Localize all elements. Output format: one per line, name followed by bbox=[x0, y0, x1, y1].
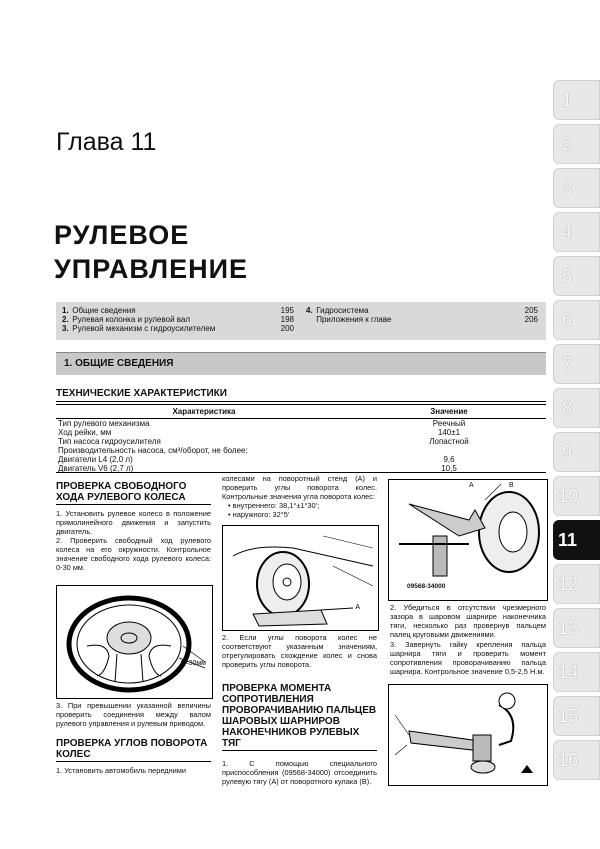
spec-name: Производительность насоса, см³/оборот, не более: bbox=[58, 446, 248, 455]
chapter-tab-13[interactable] bbox=[553, 608, 600, 648]
tab-label: 11 bbox=[558, 530, 578, 550]
section-heading: 1. ОБЩИЕ СВЕДЕНИЯ bbox=[64, 358, 174, 369]
contents-left-column bbox=[62, 306, 294, 333]
chapter-tab-9[interactable] bbox=[553, 432, 600, 472]
toc-label: Рулевая колонка и рулевой вал bbox=[72, 315, 191, 324]
tab-label: 13 bbox=[558, 618, 579, 638]
paragraph: 2. Убедиться в отсутствии чрезмерного зазора в шаровом шарнире наконечника тяги, несколько раз провернув пальцем палец круговыми движениями. bbox=[390, 603, 546, 639]
toc-page: 200 bbox=[280, 324, 294, 333]
spec-value: Реечный bbox=[432, 419, 466, 428]
tab-label: 16 bbox=[558, 750, 579, 770]
toc-item[interactable] bbox=[62, 324, 294, 333]
tab-label: 14 bbox=[558, 662, 579, 682]
heading-steering-angles: ПРОВЕРКА УГЛОВ ПОВОРОТА КОЛЕС bbox=[56, 738, 211, 762]
paragraph: 1. Установить автомобиль передними bbox=[56, 766, 187, 775]
toc-page: 198 bbox=[280, 315, 294, 324]
toc-num: 1. bbox=[62, 306, 69, 315]
chapter-tab-7[interactable] bbox=[553, 344, 600, 384]
chapter-tab-12[interactable] bbox=[553, 564, 600, 604]
chapter-tab-6[interactable] bbox=[553, 300, 600, 340]
spec-name: Двигатели L4 (2,0 л) bbox=[58, 455, 133, 464]
tab-label: 6 bbox=[562, 310, 573, 330]
contents-right-column bbox=[306, 306, 538, 324]
chapter-tab-14[interactable] bbox=[553, 652, 600, 692]
turntable-drawing bbox=[223, 526, 378, 630]
toc-page: 195 bbox=[280, 306, 294, 315]
table-row bbox=[56, 419, 546, 429]
toc-label: Гидросистема bbox=[316, 306, 369, 315]
toc-num: 3. bbox=[62, 324, 69, 333]
spec-value: 10,5 bbox=[441, 464, 457, 473]
toc-item[interactable] bbox=[62, 315, 294, 324]
heading-free-play: ПРОВЕРКА СВОБОДНОГО ХОДА РУЛЕВОГО КОЛЕСА bbox=[56, 481, 211, 505]
chapter-title-line1: РУЛЕВОЕ bbox=[54, 220, 190, 250]
tool-code-label: 09568-34000 bbox=[407, 583, 446, 590]
paragraph: колесами на поворотный стенд (А) и проверить углы поворота колес. Контрольные значения угла поворота колес: bbox=[222, 474, 377, 501]
specs-header-row bbox=[56, 405, 546, 419]
tab-label: 4 bbox=[562, 222, 573, 242]
spec-name: Ход рейки, мм bbox=[58, 428, 112, 437]
toc-item[interactable] bbox=[306, 306, 538, 315]
toc-label: Рулевой механизм с гидроусилителем bbox=[72, 324, 216, 333]
toc-label: Общие сведения bbox=[72, 306, 136, 315]
tie-rod-puller-figure bbox=[388, 479, 548, 601]
specs-title: ТЕХНИЧЕСКИЕ ХАРАКТЕРИСТИКИ bbox=[56, 388, 227, 399]
middle-column bbox=[222, 474, 377, 519]
specs-table bbox=[56, 404, 546, 473]
spec-value bbox=[352, 446, 546, 455]
left-column-lower bbox=[56, 701, 211, 775]
paragraph: 1. Установить рулевое колесо в положение прямолинейного движения и запустить двигатель. bbox=[56, 509, 211, 536]
chapter-tab-15[interactable] bbox=[553, 696, 600, 736]
chapter-tab-3[interactable] bbox=[553, 168, 600, 208]
chapter-tab-8[interactable] bbox=[553, 388, 600, 428]
section-heading-bar bbox=[56, 352, 546, 375]
chapter-title-line2: УПРАВЛЕНИЕ bbox=[54, 254, 249, 284]
specs-top-rule bbox=[56, 401, 546, 402]
spec-value: 9,6 bbox=[443, 455, 455, 464]
tab-label: 3 bbox=[562, 178, 573, 198]
chapter-tab-10[interactable] bbox=[553, 476, 600, 516]
chapter-tab-5[interactable] bbox=[553, 256, 600, 296]
steering-wheel-figure bbox=[56, 585, 213, 699]
tab-label: 1 bbox=[562, 90, 573, 110]
tab-label: 5 bbox=[562, 266, 573, 286]
tab-label: 15 bbox=[558, 706, 579, 726]
tie-rod-puller-drawing bbox=[389, 480, 547, 600]
left-column bbox=[56, 481, 211, 572]
tab-label: 9 bbox=[562, 442, 573, 462]
toc-num: 2. bbox=[62, 315, 69, 324]
specs-col-characteristic: Характеристика bbox=[56, 405, 352, 419]
table-row bbox=[56, 428, 546, 437]
toc-item[interactable] bbox=[306, 315, 538, 324]
tab-label: 2 bbox=[562, 134, 573, 154]
chapter-tab-11[interactable] bbox=[553, 520, 600, 560]
bullet-item: • наружного: 32°5' bbox=[228, 510, 290, 519]
chapter-tab-1[interactable] bbox=[553, 80, 600, 120]
figure-label: 0–30мм bbox=[180, 660, 206, 667]
bullet-item: • внутреннего: 38,1°±1°30'; bbox=[228, 501, 320, 510]
chapter-number: Глава 11 bbox=[56, 128, 157, 156]
spec-value: 140±1 bbox=[437, 428, 461, 437]
paragraph: 3. При превышении указанной величины проверить соединения между валом рулевого управления и рулевым приводом. bbox=[56, 701, 211, 728]
spec-value: Лопастной bbox=[429, 437, 469, 446]
figure-label-a: A bbox=[469, 482, 474, 489]
steering-wheel-drawing bbox=[57, 586, 212, 698]
tab-label: 10 bbox=[558, 486, 579, 506]
toc-num: 4. bbox=[306, 306, 313, 315]
turntable-figure bbox=[222, 525, 379, 631]
middle-column-lower bbox=[222, 633, 377, 786]
table-row bbox=[56, 437, 546, 446]
paragraph: 2. Если углы поворота колес не соответствуют указанным значениям, отрегулировать схождение колес и снова проверить углы поворота. bbox=[222, 633, 377, 669]
toc-page: 205 bbox=[524, 306, 538, 315]
spec-name: Тип насоса гидроусилителя bbox=[58, 437, 161, 446]
ball-joint-torque-drawing bbox=[389, 685, 547, 785]
tab-label: 7 bbox=[562, 354, 573, 374]
spec-name: Двигатель V6 (2,7 л) bbox=[58, 464, 134, 473]
chapter-tab-2[interactable] bbox=[553, 124, 600, 164]
tab-label: 12 bbox=[558, 574, 579, 594]
table-row bbox=[56, 446, 546, 455]
spec-name: Тип рулевого механизма bbox=[58, 419, 150, 428]
figure-label: A bbox=[355, 604, 360, 611]
table-row bbox=[56, 455, 546, 464]
right-column bbox=[390, 603, 546, 676]
chapter-tab-16[interactable] bbox=[553, 740, 600, 780]
specs-col-value: Значение bbox=[352, 405, 546, 419]
paragraph: 1. С помощью специального приспособления (09568-34000) отсоединить рулевую тягу (А) от поворотного кулака (В). bbox=[222, 759, 377, 786]
tab-label: 8 bbox=[562, 398, 573, 418]
specs-bottom-rule bbox=[56, 472, 546, 473]
toc-page: 206 bbox=[524, 315, 538, 324]
chapter-title bbox=[54, 218, 248, 286]
figure-label-b: B bbox=[509, 482, 514, 489]
chapter-contents bbox=[56, 302, 546, 340]
paragraph: 2. Проверить свободный ход рулевого колеса на его окружности. Контрольное значение свободного хода рулевого колеса: 0-30 мм. bbox=[56, 536, 211, 572]
ball-joint-torque-figure bbox=[388, 684, 548, 786]
chapter-tab-4[interactable] bbox=[553, 212, 600, 252]
paragraph: 3. Завернуть гайку крепления пальца шарнира тяги и проверить момент сопротивления проворачиванию пальца шарнира. Контрольное значение 0,5-2,5 Н.м. bbox=[390, 640, 546, 676]
toc-item[interactable] bbox=[62, 306, 294, 315]
toc-label: Приложения к главе bbox=[316, 315, 392, 324]
heading-ball-joint-torque: ПРОВЕРКА МОМЕНТА СОПРОТИВЛЕНИЯ ПРОВОРАЧИВАНИЮ ПАЛЬЦЕВ ШАРОВЫХ ШАРНИРОВ НАКОНЕЧНИКОВ РУЛЕВЫХ ТЯГ bbox=[222, 683, 377, 749]
